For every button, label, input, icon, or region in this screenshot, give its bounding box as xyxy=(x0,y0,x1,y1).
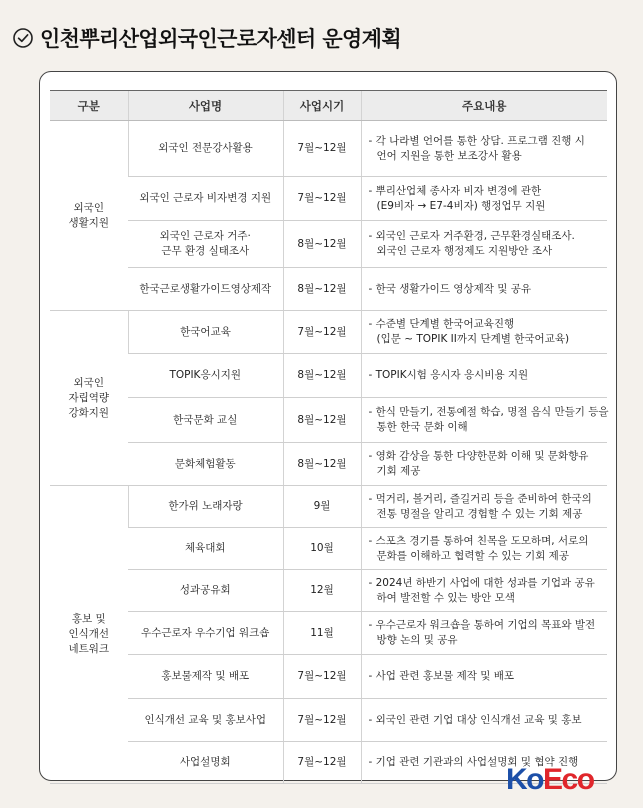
description-line: - 뿌리산업체 종사자 비자 변경에 관한 xyxy=(368,184,542,197)
description-cell xyxy=(361,354,607,398)
description-line: (E9비자 → E7-4비자) 행정업무 지원 xyxy=(376,199,546,212)
description-cell xyxy=(361,612,607,655)
description-cell xyxy=(361,398,607,443)
table-row xyxy=(50,486,607,528)
description-cell xyxy=(361,486,607,528)
period-cell: 11월 xyxy=(283,612,361,655)
category-cell: 홍보 및 인식개선 네트워크 xyxy=(50,486,128,784)
project-name-cell: 외국인 근로자 비자변경 지원 xyxy=(128,177,283,221)
table-header-row xyxy=(50,91,607,121)
description-line: (입문 ~ TOPIK II까지 단계별 한국어교육) xyxy=(376,333,570,345)
description-line: 하여 발전할 수 있는 방안 모색 xyxy=(376,591,515,604)
table-row xyxy=(50,699,607,742)
period-cell: 8월~12월 xyxy=(283,443,361,486)
period-cell: 7월~12월 xyxy=(283,311,361,354)
plan-card xyxy=(39,71,617,781)
period-cell: 7월~12월 xyxy=(283,121,361,177)
description-line: - 영화 감상을 통한 다양한문화 이해 및 문화향유 xyxy=(368,450,589,462)
period-cell: 8월~12월 xyxy=(283,221,361,268)
period-cell: 10월 xyxy=(283,528,361,570)
description-cell xyxy=(361,311,607,354)
header-category: 구분 xyxy=(50,91,128,121)
project-name-cell: 한국어교육 xyxy=(128,311,283,354)
description-line: - 수준별 단계별 한국어교육진행 xyxy=(368,318,515,330)
description-cell xyxy=(361,699,607,742)
description-line: - 외국인 관련 기업 대상 인식개선 교육 및 홍보 xyxy=(368,713,582,726)
description-cell xyxy=(361,655,607,699)
project-name-cell: 외국인 근로자 거주· 근무 환경 실태조사 xyxy=(128,221,283,268)
table-row xyxy=(50,570,607,612)
page-title: 인천뿌리산업외국인근로자센터 운영계획 xyxy=(40,27,402,51)
table-row xyxy=(50,612,607,655)
description-cell xyxy=(361,268,607,311)
header-project-name: 사업명 xyxy=(128,91,283,121)
category-cell: 외국인 생활지원 xyxy=(50,121,128,311)
description-cell xyxy=(361,121,607,177)
description-line: 언어 지원을 통한 보조강사 활용 xyxy=(376,149,522,162)
table-body xyxy=(50,121,607,784)
description-line: 전통 명절을 알리고 경험할 수 있는 기회 제공 xyxy=(376,507,583,520)
project-name-cell: 우수근로자 우수기업 워크숍 xyxy=(128,612,283,655)
table-row xyxy=(50,177,607,221)
table-row xyxy=(50,443,607,486)
description-line: 문화를 이해하고 협력할 수 있는 기회 제공 xyxy=(376,549,569,562)
header-description: 주요내용 xyxy=(361,91,607,121)
table-row xyxy=(50,354,607,398)
project-name-cell: 체육대회 xyxy=(128,528,283,570)
table-row xyxy=(50,398,607,443)
description-line: - 2024년 하반기 사업에 대한 성과를 기업과 공유 xyxy=(368,576,595,589)
koeco-logo xyxy=(506,763,594,797)
description-line: - 기업 관련 기관과의 사업설명회 및 협약 진행 xyxy=(368,756,579,768)
description-line: 외국인 근로자 행정제도 지원방안 조사 xyxy=(376,245,553,257)
description-line: - 외국인 근로자 거주환경, 근무환경실태조사. xyxy=(368,230,575,242)
description-line: 기회 제공 xyxy=(376,465,421,477)
description-cell xyxy=(361,570,607,612)
project-name-cell: TOPIK응시지원 xyxy=(128,354,283,398)
description-line: - TOPIK시험 응시자 응시비용 지원 xyxy=(368,369,529,381)
project-name-cell: 한국근로생활가이드영상제작 xyxy=(128,268,283,311)
description-line: - 한식 만들기, 전통예절 학습, 명절 음식 만들기 등을 xyxy=(368,406,609,418)
project-name-cell: 한가위 노래자랑 xyxy=(128,486,283,528)
period-cell: 12월 xyxy=(283,570,361,612)
description-cell xyxy=(361,443,607,486)
table-row xyxy=(50,655,607,699)
logo-part-ko: Ko xyxy=(506,763,543,796)
description-line: - 스포츠 경기를 통하여 친목을 도모하며, 서로의 xyxy=(368,534,589,547)
table-row xyxy=(50,528,607,570)
category-cell: 외국인 자립역량 강화지원 xyxy=(50,311,128,486)
period-cell: 8월~12월 xyxy=(283,268,361,311)
description-line: - 각 나라별 언어를 통한 상담. 프로그램 진행 시 xyxy=(368,134,585,147)
header-period: 사업시기 xyxy=(283,91,361,121)
table-row xyxy=(50,268,607,311)
period-cell: 7월~12월 xyxy=(283,699,361,742)
table-row xyxy=(50,311,607,354)
project-name-cell: 사업설명회 xyxy=(128,742,283,784)
period-cell: 7월~12월 xyxy=(283,742,361,784)
description-cell xyxy=(361,221,607,268)
project-name-cell: 성과공유회 xyxy=(128,570,283,612)
project-name-cell: 홍보물제작 및 배포 xyxy=(128,655,283,699)
description-line: - 한국 생활가이드 영상제작 및 공유 xyxy=(368,282,531,295)
period-cell: 8월~12월 xyxy=(283,398,361,443)
logo-part-eco: Eco xyxy=(543,763,594,796)
description-cell xyxy=(361,177,607,221)
period-cell: 8월~12월 xyxy=(283,354,361,398)
description-line: - 사업 관련 홍보물 제작 및 배포 xyxy=(368,670,515,682)
table-row xyxy=(50,221,607,268)
title-bar xyxy=(12,22,401,54)
period-cell: 7월~12월 xyxy=(283,655,361,699)
project-name-cell: 인식개선 교육 및 홍보사업 xyxy=(128,699,283,742)
period-cell: 7월~12월 xyxy=(283,177,361,221)
description-line: 통한 한국 문화 이해 xyxy=(376,421,468,433)
description-line: - 우수근로자 워크숍을 통하여 기업의 목표와 발전 xyxy=(368,619,596,631)
project-name-cell: 한국문화 교실 xyxy=(128,398,283,443)
description-line: - 먹거리, 볼거리, 즐길거리 등을 준비하여 한국의 xyxy=(368,492,592,505)
description-line: 방향 논의 및 공유 xyxy=(376,634,458,646)
project-name-cell: 문화체험활동 xyxy=(128,443,283,486)
check-circle-icon xyxy=(12,27,34,49)
period-cell: 9월 xyxy=(283,486,361,528)
table-row xyxy=(50,121,607,177)
project-name-cell: 외국인 전문강사활용 xyxy=(128,121,283,177)
description-cell xyxy=(361,528,607,570)
operation-plan-table xyxy=(50,90,607,784)
